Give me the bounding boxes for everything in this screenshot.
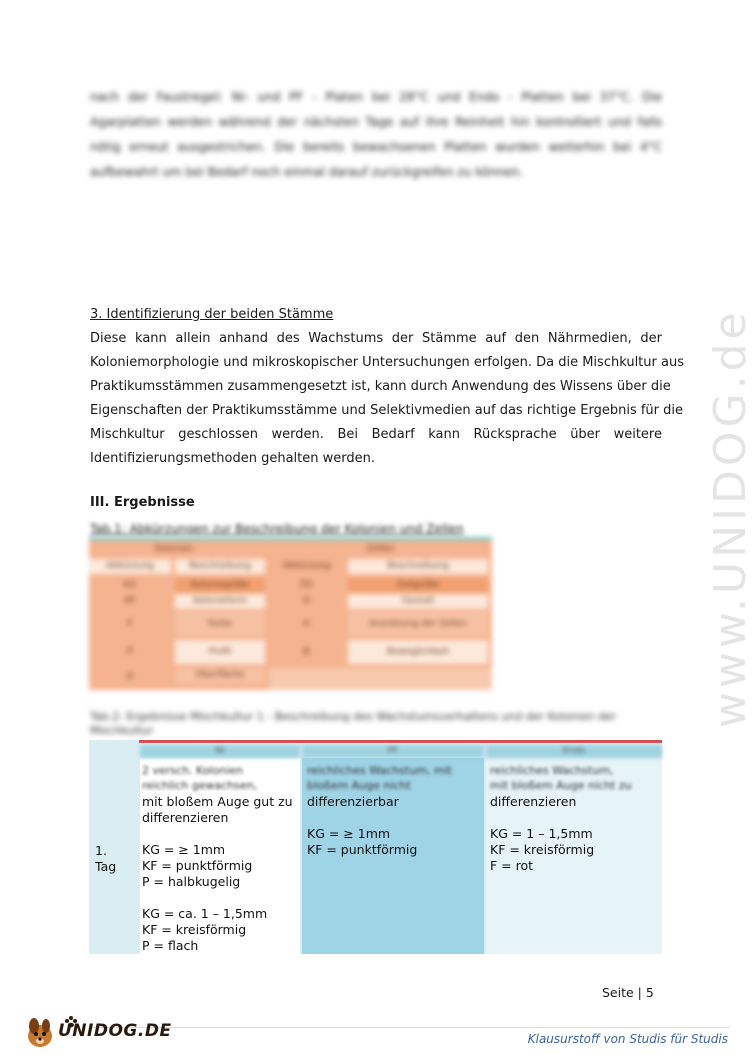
row-label: 1. Tag [95,843,117,874]
section-body [90,327,684,471]
watermark-text: www.UNIDOG.de [705,308,756,728]
table1-cell: Zellgröße [348,578,488,593]
table1-cell: O [126,672,134,682]
table1-cell: Beweglichkeit [348,640,488,664]
table1-group-header: Kolonien [154,544,194,554]
cell-pf-blurred: reichliches Wachstum, mit bloßem Auge nicht [307,764,452,792]
table2-header: Endo [486,745,662,758]
logo-text: UNIDOG.DE [58,1021,172,1041]
table1-cell: Farbe [175,612,265,636]
footer-tagline: Klausurstoff von Studis für Studis [527,1032,728,1046]
body-line: Mischkultur geschlossen werden. Bei Bedarf kann Rücksprache über weitere [90,427,662,442]
intro-line: nach der Faustregel: NI- und PF - Platen bei 28°C und Endo - Platten bei 37°C. Die [90,90,662,104]
table1-cell: Gestalt [348,594,488,609]
results-heading: III. Ergebnisse [90,495,195,510]
table1-cell: G [303,596,310,606]
table1-col-header: Abkürzung [282,561,331,571]
table2-header: NI [140,745,300,758]
table1-cell: KG [123,580,137,590]
footer-divider [90,1027,730,1028]
table1-cell: B [303,647,310,657]
table1-col-header: Beschreibung [348,559,488,574]
intro-line: aufbewahrt um bei Bedarf noch einmal darauf zurückgreifen zu können. [90,165,524,179]
body-line: Identifizierungsmethoden gehalten werden. [90,451,375,466]
intro-paragraph [90,85,662,185]
intro-line: Agarplatten werden während der nächsten Tage auf ihre Reinheit hin kontrolliert und falls [90,115,662,129]
body-line: Diese kann allein anhand des Wachstums der Stämme auf den Nährmedien, der [90,331,662,346]
table-top-rule [89,740,662,743]
table2-header: PF [302,745,484,758]
cell-pf: differenzierbar KG = ≥ 1mm KF = punktförmig [307,794,418,857]
cell-endo: differenzieren KG = 1 – 1,5mm KF = kreisförmig F = rot [490,794,595,873]
table1-cell: A [303,619,310,629]
body-line: Praktikumsstämmen zusammengesetzt ist, kann durch Anwendung des Wissens über die [90,379,671,394]
section-title: 3. Identifizierung der beiden Stämme [90,307,334,322]
cell-endo-blurred: reichliches Wachstum, mit bloßem Auge nicht zu [490,764,632,792]
body-line: Eigenschaften der Praktikumsstämme und Selektivmedien auf das richtige Ergebnis für die [90,403,684,418]
body-line: Koloniemorphologie und mikroskopischer Untersuchungen erfolgen. Da die Mischkultur aus [90,355,684,370]
table1-cell: Profil [175,640,265,664]
table1-cell: Anordnung der Zellen [348,612,488,636]
table1-cell: ZG [299,580,314,590]
table1-cell: P [127,647,133,657]
cell-ni: mit bloßem Auge gut zu differenzieren KG = ≥ 1mm KF = punktförmig P = halbkugelig KG = ca. 1 – 1,5mm KF = kreisförmig P = flach [142,794,293,953]
table1-cell [269,668,492,690]
abbreviation-table [89,537,492,690]
intro-line: nötig erneut ausgestrichen. Die bereits bewachsenen Platten wurden weiterhin bei 4°C [90,140,662,154]
table1-cell: Koloniegröße [175,578,265,593]
table1-cell: KF [124,596,136,606]
table1-cell: F [127,619,133,629]
page-number: Seite | 5 [602,985,654,1000]
table1-cell: Kolonieform [175,594,265,609]
table1-col-header: Beschreibung [175,559,265,574]
table2-caption: Tab.2: Ergebnisse Mischkultur 1 - Beschreibung des Wachstumsverhaltens und der Kolonien der Mischkultur [90,710,617,737]
table1-col-header: Abkürzung [89,559,171,574]
table1-cell: Oberfläche [175,668,265,683]
cell-ni-blurred: 2 versch. Kolonien reichlich gewachsen, [142,764,258,792]
table1-group-header: Zellen [366,544,395,554]
table1-caption: Tab.1: Abkürzungen zur Beschreibung der Kolonien und Zellen [90,522,464,536]
